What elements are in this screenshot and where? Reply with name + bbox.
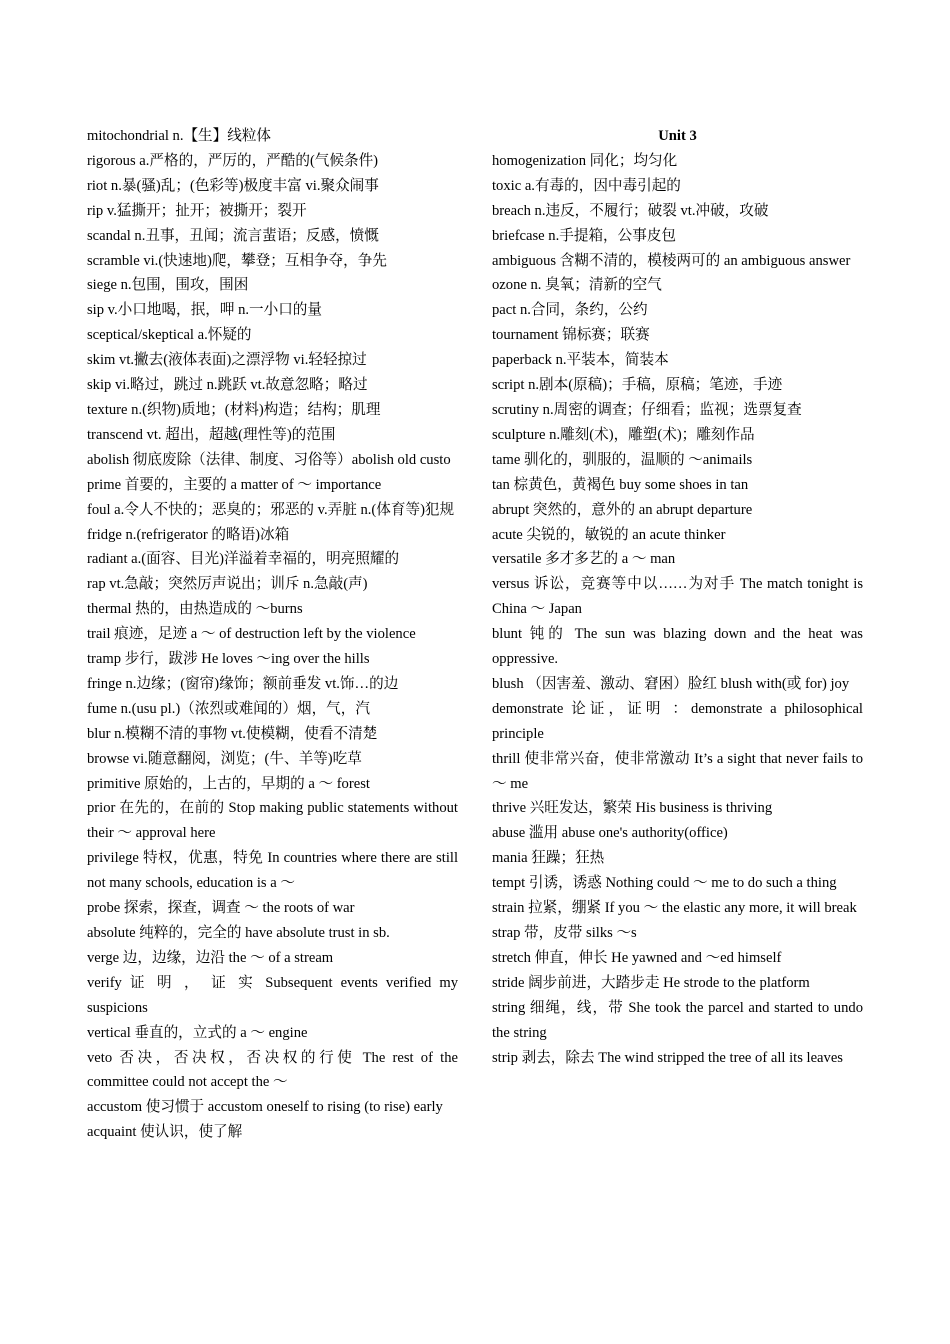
vocab-entry: scrutiny n.周密的调查；仔细看；监视；选票复查 (492, 401, 802, 418)
vocab-entry: siege n.包围，围攻，围困 (87, 277, 249, 294)
vocab-entry: blur n.模糊不清的事物 vt.使模糊，使看不清楚 (87, 725, 378, 742)
vocab-entry: tournament 锦标赛；联赛 (492, 327, 650, 344)
vocab-entry: tan 棕黄色，黄褐色 buy some shoes in tan (492, 476, 749, 493)
right-column (492, 124, 863, 1070)
vocab-entry: vertical 垂直的，立式的 a ～ engine (87, 1024, 308, 1041)
vocab-entry: prior 在先的，在前的 Stop making public statements without their ～ approval here (87, 800, 458, 842)
vocab-entry: fringe n.边缘；(窗帘)缘饰；额前垂发 vt.饰…的边 (87, 675, 399, 692)
vocab-entry: blunt 钝的 The sun was blazing down and the heat was oppressive. (492, 626, 863, 668)
vocab-entry: demonstrate 论证，证明 ：demonstrate a philosophical principle (492, 700, 863, 742)
vocab-entry: ambiguous 含糊不清的，模棱两可的 an ambiguous answer (492, 252, 851, 269)
vocab-entry: toxic a.有毒的，因中毒引起的 (492, 177, 681, 194)
vocab-entry: absolute 纯粹的，完全的 have absolute trust in sb. (87, 925, 390, 941)
vocab-entry: verify 证 明 ， 证 实 Subsequent events verified my suspicions (87, 974, 458, 1016)
vocab-entry: skip vi.略过，跳过 n.跳跃 vt.故意忽略；略过 (87, 377, 368, 394)
vocab-entry: abuse 滥用 abuse one's authority(office) (492, 825, 728, 842)
vocab-entry: thrive 兴旺发达，繁荣 His business is thriving (492, 800, 773, 817)
vocab-entry: skim vt.撇去(液体表面)之漂浮物 vi.轻轻掠过 (87, 352, 367, 369)
vocab-entry: primitive 原始的，上古的，早期的 a ～ forest (87, 775, 370, 792)
vocab-entry: rip v.猛撕开；扯开；被撕开；裂开 (87, 202, 307, 219)
left-column (87, 124, 458, 1145)
vocab-entry: string 细绳，线，带 She took the parcel and started to undo the string (492, 999, 863, 1041)
vocab-entry: ozone n. 臭氧；清新的空气 (492, 277, 662, 294)
vocab-entry: blush （因害羞、激动、窘困）脸红 blush with(或 for) joy (492, 675, 850, 692)
vocab-entry: mitochondrial n.【生】线粒体 (87, 128, 272, 144)
vocab-entry: rap vt.急敲；突然厉声说出；训斥 n.急敲(声) (87, 576, 368, 593)
vocab-entry: sculpture n.雕刻(术)，雕塑(术)；雕刻作品 (492, 426, 755, 443)
vocab-entry: transcend vt. 超出，超越(理性等)的范围 (87, 426, 336, 443)
vocab-entry: veto 否决，否决权，否决权的行使 The rest of the committee could not accept the ～ (87, 1049, 458, 1091)
vocab-entry: acquaint 使认识，使了解 (87, 1124, 243, 1141)
vocab-entry: stride 阔步前进，大踏步走 He strode to the platform (492, 974, 810, 991)
vocab-entry: trail 痕迹，足迹 a ～ of destruction left by the violence (87, 626, 416, 643)
vocab-entry: mania 狂躁；狂热 (492, 850, 605, 867)
vocab-entry: versatile 多才多艺的 a ～ man (492, 551, 676, 568)
vocab-entry: briefcase n.手提箱，公事皮包 (492, 227, 677, 244)
vocab-entry: accustom 使习惯于 accustom oneself to rising (to rise) early (87, 1099, 443, 1116)
vocab-entry: strip 剥去，除去 The wind stripped the tree of all its leaves (492, 1049, 843, 1066)
vocab-entry: scandal n.丑事，丑闻；流言蜚语；反感，愤慨 (87, 227, 379, 244)
vocab-entry: browse vi.随意翻阅，浏览；(牛、羊等)吃草 (87, 750, 362, 767)
vocab-entry: acute 尖锐的，敏锐的 an acute thinker (492, 526, 726, 543)
vocab-entry: foul a.令人不快的；恶臭的；邪恶的 v.弄脏 n.(体育等)犯规 (87, 501, 455, 518)
vocab-entry: scramble vi.(快速地)爬，攀登；互相争夺，争先 (87, 252, 387, 269)
vocab-entry: thermal 热的，由热造成的 ～burns (87, 601, 303, 618)
vocab-entry: tramp 步行，跋涉 He loves ～ing over the hills (87, 651, 370, 668)
vocab-entry: homogenization 同化；均匀化 (492, 152, 678, 169)
vocab-entry: thrill 使非常兴奋，使非常激动 It’s a sight that never fails to ～ me (492, 750, 863, 792)
vocab-entry: radiant a.(面容、目光)洋溢着幸福的，明亮照耀的 (87, 551, 400, 568)
vocab-entry: strain 拉紧，绷紧 If you ～ the elastic any more, it will break (492, 900, 857, 917)
vocab-entry: breach n.违反，不履行；破裂 vt.冲破，攻破 (492, 202, 769, 219)
right-entries (492, 149, 863, 1071)
unit-heading: Unit 3 (658, 128, 697, 144)
vocab-entry: rigorous a.严格的，严厉的，严酷的(气候条件) (87, 152, 379, 169)
vocab-entry: abrupt 突然的，意外的 an abrupt departure (492, 501, 753, 518)
vocab-entry: tame 驯化的，驯服的，温顺的 ～animails (492, 451, 753, 468)
vocab-entry: privilege 特权，优惠，特免 In countries where there are still not many schools, education is a ～ (87, 850, 458, 892)
vocab-entry: stretch 伸直，伸长 He yawned and ～ed himself (492, 949, 782, 966)
vocab-entry: prime 首要的，主要的 a matter of ～ importance (87, 476, 382, 493)
vocab-entry: sceptical/skeptical a.怀疑的 (87, 327, 252, 344)
vocab-entry: tempt 引诱，诱惑 Nothing could ～ me to do such a thing (492, 875, 837, 892)
vocab-entry: pact n.合同，条约，公约 (492, 302, 648, 319)
vocab-entry: script n.剧本(原稿)；手稿，原稿；笔迹，手迹 (492, 377, 783, 394)
vocab-entry: fume n.(usu pl.)（浓烈或难闻的）烟，气，汽 (87, 700, 370, 717)
vocab-entry: versus 诉讼，竞赛等中以……为对手 The match tonight is China ～ Japan (492, 576, 863, 618)
vocab-entry: riot n.暴(骚)乱；(色彩等)极度丰富 vi.聚众闹事 (87, 177, 379, 194)
vocab-entry: probe 探索，探查，调查 ～ the roots of war (87, 900, 355, 917)
vocab-entry: texture n.(织物)质地；(材料)构造；结构；肌理 (87, 401, 381, 418)
vocab-entry: paperback n.平装本，简装本 (492, 352, 669, 369)
vocab-entry: strap 带，皮带 silks ～s (492, 925, 637, 941)
vocab-entry: fridge n.(refrigerator 的略语)冰箱 (87, 526, 290, 543)
vocab-entry: abolish 彻底废除（法律、制度、习俗等）abolish old custo (87, 451, 451, 468)
vocab-entry: verge 边，边缘，边沿 the ～ of a stream (87, 949, 334, 966)
vocab-entry: sip v.小口地喝，抿，呷 n.一小口的量 (87, 302, 322, 319)
